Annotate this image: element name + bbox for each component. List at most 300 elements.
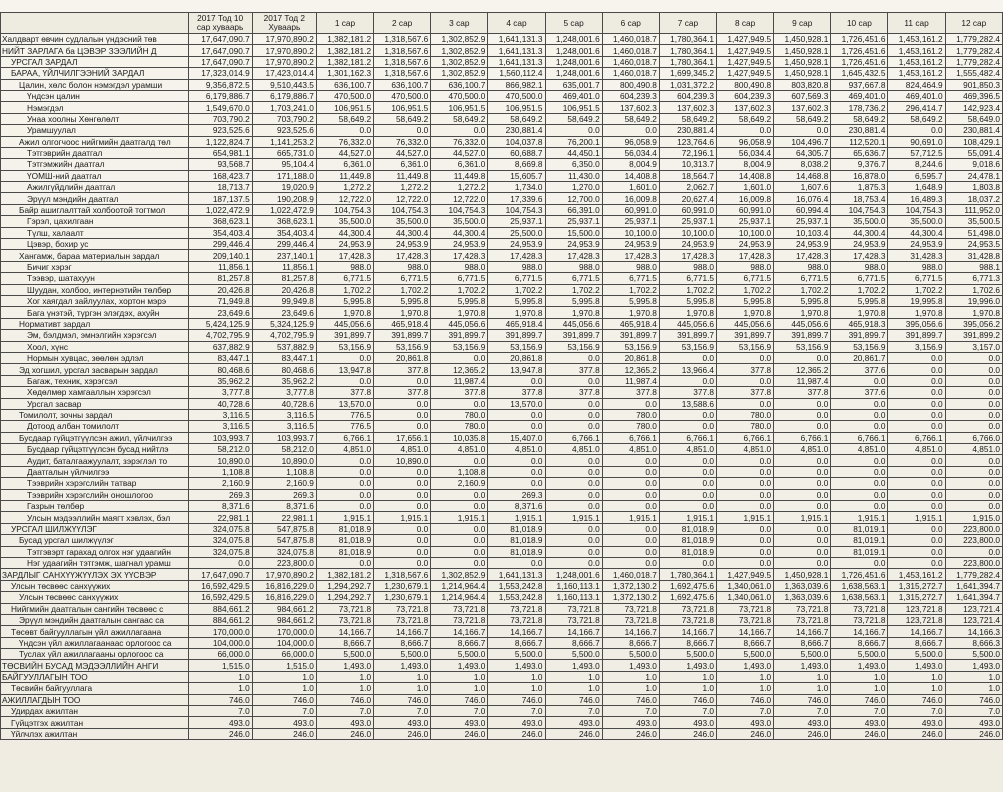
value-cell: 1,460,018.7 (602, 68, 659, 79)
value-cell: 0.0 (717, 546, 774, 557)
row-label: Тээврийн хэрэгслийн татвар (1, 478, 189, 489)
value-cell: 7.0 (659, 706, 716, 717)
table-row (1, 113, 1003, 124)
value-cell: 0.0 (774, 557, 831, 568)
value-cell: 17,428.3 (659, 250, 716, 261)
value-cell: 1.0 (431, 671, 488, 682)
value-cell: 1,372,130.2 (602, 592, 659, 603)
value-cell: 988.0 (717, 261, 774, 272)
value-cell: 80,468.6 (188, 364, 252, 375)
value-cell: 0.0 (659, 421, 716, 432)
value-cell: 10,890.0 (252, 455, 316, 466)
row-label: ТӨСВИЙН БУСАД МЭДЭЭЛЛИЙН АНГИ (1, 660, 189, 671)
value-cell: 6,766.1 (602, 432, 659, 443)
value-cell: 1,340,061.0 (717, 580, 774, 591)
value-cell: 2,160.9 (188, 478, 252, 489)
value-cell: 7.0 (888, 706, 945, 717)
value-cell: 324,075.8 (188, 535, 252, 546)
value-cell: 1,427,949.5 (717, 68, 774, 79)
value-cell: 0.0 (774, 546, 831, 557)
value-cell: 18,037.2 (945, 193, 1002, 204)
table-row (1, 45, 1003, 56)
value-cell: 8,666.7 (831, 637, 888, 648)
value-cell: 746.0 (545, 694, 602, 705)
value-cell: 1,382,181.2 (316, 56, 373, 67)
value-cell: 246.0 (831, 728, 888, 739)
value-cell: 170,000.0 (252, 626, 316, 637)
value-cell: 66,000.0 (188, 649, 252, 660)
value-cell: 469,401.0 (831, 90, 888, 101)
row-label: Эрүүл мэндийн даатгалын сангаас са (1, 614, 189, 625)
value-cell: 15,605.7 (488, 170, 545, 181)
value-cell: 746.0 (431, 694, 488, 705)
value-cell: 8,666.7 (717, 637, 774, 648)
value-cell: 5,500.0 (374, 649, 431, 660)
value-cell: 44,527.0 (431, 147, 488, 158)
value-cell: 0.0 (431, 125, 488, 136)
value-cell: 1,302,852.9 (431, 34, 488, 45)
value-cell: 11,449.8 (374, 170, 431, 181)
value-cell: 1,915.0 (945, 512, 1002, 523)
value-cell: 0.0 (659, 557, 716, 568)
value-cell: 0.0 (374, 501, 431, 512)
value-cell: 73,721.8 (831, 603, 888, 614)
table-row (1, 614, 1003, 625)
value-cell: 0.0 (659, 466, 716, 477)
row-label: Туслах үйл ажиллагааны орлогоос са (1, 649, 189, 660)
value-cell: 14,166.7 (316, 626, 373, 637)
row-label: Бичиг хэрэг (1, 261, 189, 272)
value-cell: 1,702.2 (602, 284, 659, 295)
value-cell: 0.0 (888, 557, 945, 568)
value-cell: 0.0 (545, 455, 602, 466)
value-cell: 547,875.8 (252, 535, 316, 546)
value-cell: 178,736.2 (831, 102, 888, 113)
table-row (1, 352, 1003, 363)
value-cell: 0.0 (431, 546, 488, 557)
row-label: Тэтгэмжийн даатгал (1, 159, 189, 170)
value-cell: 1,493.0 (888, 660, 945, 671)
value-cell: 1,970.8 (888, 307, 945, 318)
value-cell: 12,722.0 (431, 193, 488, 204)
value-cell: 25,937.1 (488, 216, 545, 227)
value-cell: 0.0 (602, 546, 659, 557)
value-cell: 0.0 (545, 501, 602, 512)
value-cell: 0.0 (888, 421, 945, 432)
row-label: Халдварт өвчин судлалын үндэсний төв (1, 34, 189, 45)
value-cell: 1,302,852.9 (431, 45, 488, 56)
value-cell: 0.0 (774, 489, 831, 500)
value-cell: 10,890.0 (374, 455, 431, 466)
value-cell: 58,649.2 (488, 113, 545, 124)
value-cell: 1,702.2 (774, 284, 831, 295)
value-cell: 470,500.0 (316, 90, 373, 101)
value-cell: 223,800.0 (945, 535, 1002, 546)
value-cell: 170,000.0 (188, 626, 252, 637)
value-cell: 1,803.8 (945, 182, 1002, 193)
value-cell: 5,995.8 (488, 295, 545, 306)
value-cell: 25,937.1 (717, 216, 774, 227)
value-cell: 44,450.1 (545, 147, 602, 158)
value-cell: 14,166.3 (945, 626, 1002, 637)
value-cell: 7.0 (774, 706, 831, 717)
value-cell: 984,661.2 (252, 603, 316, 614)
row-label: Цэвэр, бохир ус (1, 239, 189, 250)
value-cell: 6,361.0 (316, 159, 373, 170)
value-cell: 8,666.7 (431, 637, 488, 648)
value-cell: 209,140.1 (188, 250, 252, 261)
table-row (1, 466, 1003, 477)
value-cell: 187,137.5 (188, 193, 252, 204)
value-cell: 0.0 (774, 455, 831, 466)
value-cell: 20,861.7 (831, 352, 888, 363)
value-cell: 76,332.0 (374, 136, 431, 147)
row-label: Ажил олгогчоос нийгмийн даатгалд төл (1, 136, 189, 147)
row-label: Үйлчлэх ажилтан (1, 728, 189, 739)
value-cell: 1,780,364.1 (659, 56, 716, 67)
value-cell: 1,970.8 (602, 307, 659, 318)
value-cell: 7.0 (545, 706, 602, 717)
value-cell: 25,937.1 (774, 216, 831, 227)
value-cell: 44,300.4 (888, 227, 945, 238)
value-cell: 8,004.9 (602, 159, 659, 170)
value-cell: 0.0 (488, 557, 545, 568)
value-cell: 1,970.8 (488, 307, 545, 318)
value-cell: 635,001.7 (545, 79, 602, 90)
value-cell: 24,953.9 (831, 239, 888, 250)
value-cell: 1.0 (945, 683, 1002, 694)
value-cell: 1,493.0 (545, 660, 602, 671)
value-cell: 0.0 (945, 501, 1002, 512)
value-cell: 12,722.0 (374, 193, 431, 204)
value-cell: 11,430.0 (545, 170, 602, 181)
value-cell: 0.0 (774, 125, 831, 136)
value-cell: 0.0 (545, 489, 602, 500)
value-cell: 14,166.7 (831, 626, 888, 637)
value-cell: 4,702,795.9 (252, 330, 316, 341)
value-cell: 14,166.7 (888, 626, 945, 637)
value-cell: 269.3 (488, 489, 545, 500)
value-cell: 0.0 (374, 466, 431, 477)
value-cell: 58,649.2 (831, 113, 888, 124)
table-row (1, 34, 1003, 45)
row-label: Нормативт зардал (1, 318, 189, 329)
value-cell: 1,915.1 (374, 512, 431, 523)
value-cell: 1,453,161.2 (888, 68, 945, 79)
value-cell: 76,332.0 (431, 136, 488, 147)
value-cell: 24,953.9 (316, 239, 373, 250)
value-cell: 0.0 (888, 546, 945, 557)
value-cell: 1,294,292.7 (316, 580, 373, 591)
value-cell: 1.0 (888, 671, 945, 682)
value-cell: 1,493.0 (602, 660, 659, 671)
value-cell: 445,056.6 (774, 318, 831, 329)
value-cell: 746.0 (602, 694, 659, 705)
value-cell: 391,899.7 (831, 330, 888, 341)
value-cell: 465,918.3 (831, 318, 888, 329)
value-cell: 12,365.2 (602, 364, 659, 375)
table-row (1, 535, 1003, 546)
value-cell: 13,570.0 (316, 398, 373, 409)
value-cell: 937,667.8 (831, 79, 888, 90)
value-cell: 104,754.3 (316, 204, 373, 215)
header-col-8: 7 сар (659, 13, 716, 34)
value-cell: 6,179,886.7 (188, 90, 252, 101)
value-cell: 0.0 (488, 478, 545, 489)
header-col-11: 10 сар (831, 13, 888, 34)
value-cell: 9,376.7 (831, 159, 888, 170)
row-label: Ажилгүйдлийн даатгал (1, 182, 189, 193)
value-cell: 0.0 (431, 523, 488, 534)
value-cell: 83,447.1 (188, 352, 252, 363)
value-cell: 1,493.0 (774, 660, 831, 671)
value-cell: 1,970.8 (774, 307, 831, 318)
value-cell: 0.0 (374, 546, 431, 557)
value-cell: 8,669.8 (488, 159, 545, 170)
header-label-cell (1, 13, 189, 34)
value-cell: 73,721.8 (488, 603, 545, 614)
value-cell: 0.0 (774, 523, 831, 534)
value-cell: 16,009.8 (717, 193, 774, 204)
value-cell: 123,721.8 (888, 614, 945, 625)
value-cell: 20,861.8 (602, 352, 659, 363)
value-cell: 1,641,394.7 (945, 580, 1002, 591)
value-cell: 1,453,161.2 (888, 45, 945, 56)
value-cell: 15,407.0 (488, 432, 545, 443)
value-cell: 1,702.2 (316, 284, 373, 295)
value-cell: 537,882.9 (252, 341, 316, 352)
value-cell: 11,856.1 (252, 261, 316, 272)
value-cell: 14,166.7 (488, 626, 545, 637)
value-cell: 377.8 (374, 364, 431, 375)
value-cell: 93,568.7 (188, 159, 252, 170)
value-cell: 1,702.6 (945, 284, 1002, 295)
value-cell: 9,356,872.5 (188, 79, 252, 90)
row-label: Багаж, техник, хэрэгсэл (1, 375, 189, 386)
value-cell: 866,982.1 (488, 79, 545, 90)
value-cell: 1,915.1 (602, 512, 659, 523)
value-cell: 776.5 (316, 409, 373, 420)
value-cell: 53,156.9 (488, 341, 545, 352)
value-cell: 104,754.3 (888, 204, 945, 215)
value-cell: 1,427,949.5 (717, 34, 774, 45)
value-cell: 0.0 (945, 489, 1002, 500)
value-cell: 6,766.1 (659, 432, 716, 443)
value-cell: 53,156.9 (831, 341, 888, 352)
value-cell: 0.0 (717, 375, 774, 386)
value-cell: 17,970,890.2 (252, 56, 316, 67)
value-cell: 1.0 (316, 683, 373, 694)
value-cell: 24,478.1 (945, 170, 1002, 181)
value-cell: 0.0 (717, 523, 774, 534)
value-cell: 1,726,451.6 (831, 45, 888, 56)
value-cell: 35,962.2 (252, 375, 316, 386)
value-cell: 0.0 (602, 501, 659, 512)
value-cell: 1,108.8 (252, 466, 316, 477)
value-cell: 1.0 (659, 671, 716, 682)
value-cell: 6,766.1 (831, 432, 888, 443)
table-row (1, 501, 1003, 512)
value-cell: 14,166.7 (717, 626, 774, 637)
value-cell: 72,196.1 (659, 147, 716, 158)
value-cell: 10,100.0 (659, 227, 716, 238)
value-cell: 0.0 (774, 409, 831, 420)
value-cell: 1,248,001.6 (545, 34, 602, 45)
header-col-12: 11 сар (888, 13, 945, 34)
value-cell: 0.0 (374, 125, 431, 136)
value-cell: 103,993.7 (188, 432, 252, 443)
value-cell: 1,230,679.1 (374, 580, 431, 591)
value-cell: 12,722.0 (316, 193, 373, 204)
value-cell: 35,962.2 (188, 375, 252, 386)
value-cell: 8,666.3 (945, 637, 1002, 648)
table-row (1, 216, 1003, 227)
value-cell: 988.0 (602, 261, 659, 272)
value-cell: 20,426.8 (188, 284, 252, 295)
row-label: Цалин, хөлс болон нэмэгдэл урамши (1, 79, 189, 90)
value-cell: 470,500.0 (431, 90, 488, 101)
value-cell: 493.0 (888, 717, 945, 728)
value-cell: 391,899.7 (545, 330, 602, 341)
value-cell: 324,075.8 (188, 546, 252, 557)
value-cell: 6,766.1 (888, 432, 945, 443)
value-cell: 73,721.8 (374, 614, 431, 625)
value-cell: 0.0 (545, 375, 602, 386)
value-cell: 1,108.8 (431, 466, 488, 477)
table-row (1, 694, 1003, 705)
row-label: Урамшуулал (1, 125, 189, 136)
value-cell: 0.0 (488, 375, 545, 386)
value-cell: 391,899.7 (888, 330, 945, 341)
value-cell: 391,899.7 (717, 330, 774, 341)
table-row (1, 375, 1003, 386)
value-cell: 5,424,125.9 (188, 318, 252, 329)
value-cell: 607,569.3 (774, 90, 831, 101)
value-cell: 1.0 (717, 683, 774, 694)
value-cell: 1,363,039.6 (774, 592, 831, 603)
table-row (1, 557, 1003, 568)
value-cell: 0.0 (545, 557, 602, 568)
value-cell: 493.0 (602, 717, 659, 728)
row-label: Нормын хувцас, зөөлөн эдлэл (1, 352, 189, 363)
value-cell: 123,721.4 (945, 603, 1002, 614)
value-cell: 58,649.2 (545, 113, 602, 124)
value-cell: 104,754.3 (488, 204, 545, 215)
value-cell: 1,702.2 (374, 284, 431, 295)
value-cell: 0.0 (774, 421, 831, 432)
value-cell: 0.0 (888, 501, 945, 512)
value-cell: 0.0 (431, 455, 488, 466)
value-cell: 66,000.0 (252, 649, 316, 660)
table-row (1, 592, 1003, 603)
value-cell: 4,851.0 (316, 444, 373, 455)
table-row (1, 671, 1003, 682)
value-cell: 1,560,112.4 (488, 68, 545, 79)
value-cell: 230,881.4 (831, 125, 888, 136)
value-cell: 368,623.1 (188, 216, 252, 227)
value-cell: 377.8 (545, 364, 602, 375)
value-cell: 0.0 (316, 125, 373, 136)
value-cell: 746.0 (316, 694, 373, 705)
value-cell: 1.0 (374, 671, 431, 682)
value-cell: 4,851.0 (602, 444, 659, 455)
value-cell: 0.0 (831, 501, 888, 512)
value-cell: 8,666.7 (488, 637, 545, 648)
value-cell: 17,428.3 (717, 250, 774, 261)
value-cell: 636,100.7 (374, 79, 431, 90)
value-cell: 1,493.0 (374, 660, 431, 671)
value-cell: 24,953.5 (945, 239, 1002, 250)
header-col-4: 3 сар (431, 13, 488, 34)
table-row (1, 182, 1003, 193)
value-cell: 108,429.1 (945, 136, 1002, 147)
value-cell: 636,100.7 (316, 79, 373, 90)
value-cell: 1.0 (774, 671, 831, 682)
value-cell: 493.0 (659, 717, 716, 728)
value-cell: 73,721.8 (316, 614, 373, 625)
value-cell: 0.0 (888, 125, 945, 136)
value-cell: 123,764.6 (659, 136, 716, 147)
value-cell: 2,160.9 (252, 478, 316, 489)
value-cell: 5,500.0 (488, 649, 545, 660)
value-cell: 0.0 (888, 375, 945, 386)
value-cell: 31,428.8 (945, 250, 1002, 261)
value-cell: 230,881.4 (659, 125, 716, 136)
value-cell: 22,981.1 (252, 512, 316, 523)
value-cell: 223,800.0 (945, 557, 1002, 568)
value-cell: 493.0 (488, 717, 545, 728)
value-cell: 5,500.0 (431, 649, 488, 660)
value-cell: 1,493.0 (659, 660, 716, 671)
value-cell: 16,009.8 (602, 193, 659, 204)
value-cell: 6,771.5 (774, 273, 831, 284)
value-cell: 58,212.0 (188, 444, 252, 455)
table-row (1, 68, 1003, 79)
value-cell: 746.0 (831, 694, 888, 705)
value-cell: 1,915.1 (888, 512, 945, 523)
value-cell: 53,156.9 (774, 341, 831, 352)
value-cell: 746.0 (488, 694, 545, 705)
value-cell: 25,500.0 (488, 227, 545, 238)
value-cell: 73,721.8 (717, 603, 774, 614)
value-cell: 1,915.1 (316, 512, 373, 523)
value-cell: 96,058.9 (717, 136, 774, 147)
value-cell: 99,949.8 (252, 295, 316, 306)
value-cell: 1,427,949.5 (717, 45, 774, 56)
value-cell: 377.8 (717, 364, 774, 375)
value-cell: 1,601.0 (717, 182, 774, 193)
value-cell: 1,970.8 (545, 307, 602, 318)
value-cell: 3,777.8 (188, 387, 252, 398)
value-cell: 493.0 (188, 717, 252, 728)
value-cell: 1,214,964.4 (431, 592, 488, 603)
row-label: Эд хогшил, урсгал засварын зардал (1, 364, 189, 375)
value-cell: 0.0 (717, 466, 774, 477)
value-cell: 17,647,090.7 (188, 34, 252, 45)
value-cell: 1,875.3 (831, 182, 888, 193)
value-cell: 6,771.5 (316, 273, 373, 284)
value-cell: 1,427,949.5 (717, 56, 774, 67)
table-row (1, 341, 1003, 352)
table-row (1, 455, 1003, 466)
value-cell: 0.0 (888, 409, 945, 420)
value-cell: 60,991.0 (602, 204, 659, 215)
value-cell: 1,970.8 (374, 307, 431, 318)
value-cell: 1,460,018.7 (602, 45, 659, 56)
value-cell: 1,692,475.6 (659, 592, 716, 603)
value-cell: 984,661.2 (252, 614, 316, 625)
value-cell: 1,460,018.7 (602, 34, 659, 45)
